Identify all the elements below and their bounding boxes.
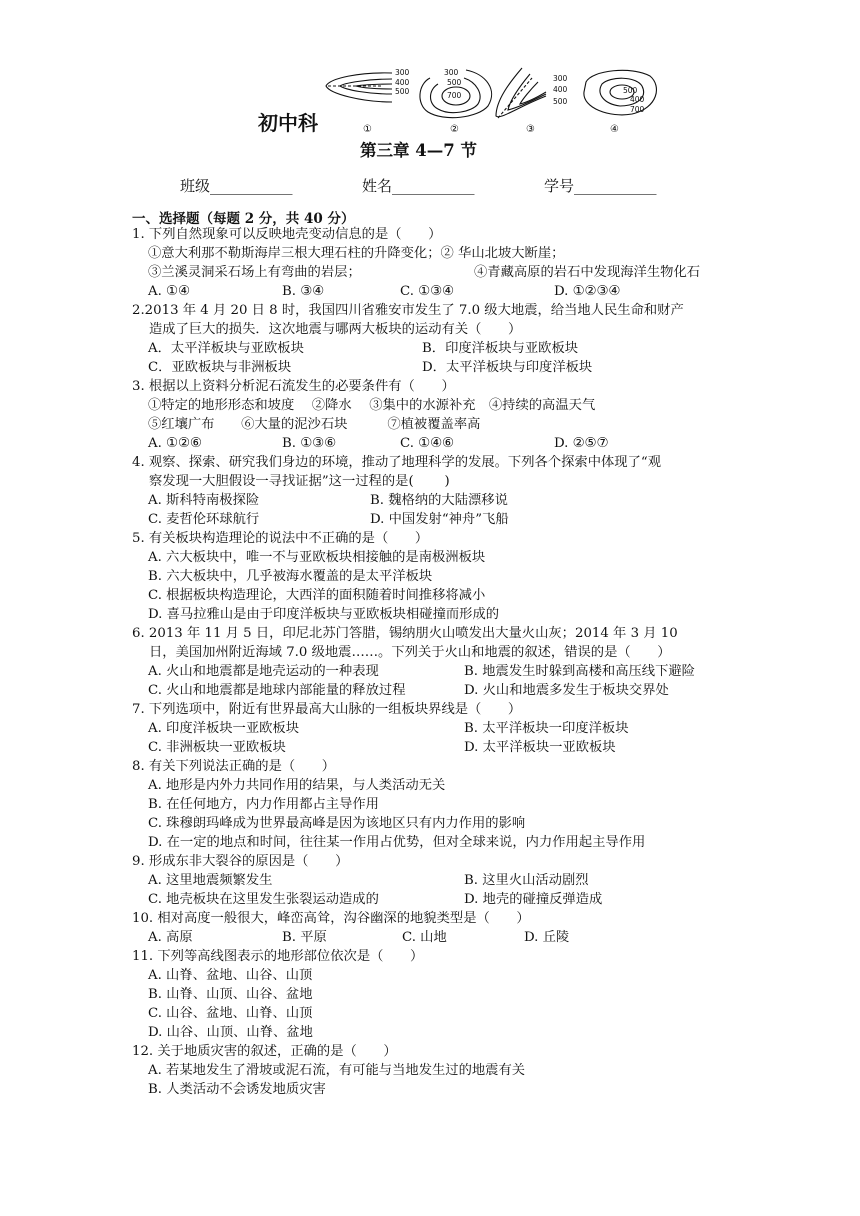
question-line: [132, 738, 742, 757]
option-text: D. 中国发射“神舟”飞船: [370, 512, 509, 527]
question-line: [132, 529, 742, 548]
question-line: [132, 624, 742, 643]
option-text: ④青藏高原的岩石中发现海洋生物化石: [474, 265, 701, 280]
question-line: [132, 757, 742, 776]
question-line: [132, 1004, 742, 1023]
question-line: [132, 548, 742, 567]
question-line: [132, 985, 742, 1004]
line-text: C. 非洲板块一亚欧板块: [148, 740, 286, 755]
line-text: A. 这里地震频繁发生: [148, 873, 273, 888]
option-text: D. 丘陵: [524, 930, 570, 945]
line-text: D. 喜马拉雅山是由于印度洋板块与亚欧板块相碰撞而形成的: [148, 607, 500, 622]
question-line: [132, 700, 742, 719]
contour-map-3-labels: [553, 74, 568, 106]
line-text: 3. 根据以上资料分析泥石流发生的必要条件有（ ）: [132, 379, 455, 394]
svg-text:500: 500: [395, 87, 410, 96]
option-text: D．太平洋板块与印度洋板块: [422, 360, 593, 375]
line-text: B. 在任何地方，内力作用都占主导作用: [148, 797, 379, 812]
contour-map-1-labels: [395, 68, 410, 96]
question-line: [132, 586, 742, 605]
question-line: [132, 434, 742, 453]
line-text: 1. 下列自然现象可以反映地壳变动信息的是（ ）: [132, 227, 442, 242]
line-text: A. 地形是内外力共同作用的结果，与人类活动无关: [148, 778, 446, 793]
question-line: [132, 263, 742, 282]
line-text: 9. 形成东非大裂谷的原因是（ ）: [132, 854, 349, 869]
question-line: [132, 472, 742, 491]
line-text: 造成了巨大的损失．这次地震与哪两大板块的运动有关（ ）: [149, 322, 522, 337]
question-line: [132, 814, 742, 833]
contour-map-4: [584, 70, 657, 115]
line-text: A. ①②⑥: [148, 436, 202, 451]
line-text: 5. 有关板块构造理论的说法中不正确的是（ ）: [132, 531, 429, 546]
question-line: [132, 377, 742, 396]
question-line: [132, 795, 742, 814]
question-line: [132, 415, 742, 434]
question-line: [132, 909, 742, 928]
section-title: 一、选择题（每题 2 分，共 40 分）: [132, 211, 355, 227]
option-text: B. 地震发生时躲到高楼和高压线下避险: [464, 664, 695, 679]
question-list: [132, 225, 742, 1099]
question-line: [132, 320, 742, 339]
question-line: [132, 510, 742, 529]
question-line: [132, 719, 742, 738]
question-line: [132, 225, 742, 244]
question-line: [132, 339, 742, 358]
option-text: D. ①②③④: [554, 284, 621, 299]
line-text: C．亚欧板块与非洲板块: [148, 360, 292, 375]
question-line: [132, 1080, 742, 1099]
line-text: A. 若某地发生了滑坡或泥石流，有可能与当地发生过的地震有关: [148, 1063, 526, 1078]
line-text: 11. 下列等高线图表示的地形部位依次是（ ）: [132, 949, 424, 964]
question-line: [132, 1061, 742, 1080]
svg-text:300: 300: [444, 68, 459, 77]
line-text: A. 高原: [148, 930, 193, 945]
question-line: [132, 947, 742, 966]
question-line: [132, 358, 742, 377]
question-line: [132, 833, 742, 852]
line-text: D. 在一定的地点和时间，往往某一作用占优势，但对全球来说，内力作用起主导作用: [148, 835, 646, 850]
subject-title: 初中科: [258, 111, 318, 135]
question-line: [132, 643, 742, 662]
line-text: 察发现一大胆假设一寻找证据”这一过程的是( ): [149, 474, 450, 489]
option-text: B．印度洋板块与亚欧板块: [422, 341, 579, 356]
line-text: 12. 关于地质灾害的叙述，正确的是（ ）: [132, 1044, 397, 1059]
line-text: A. 斯科特南极探险: [148, 493, 260, 508]
option-text: B. 这里火山活动剧烈: [464, 873, 589, 888]
question-line: [132, 871, 742, 890]
line-text: C. 根据板块构造理论，大西洋的面积随着时间推移将减小: [148, 588, 486, 603]
svg-text:700: 700: [630, 105, 645, 114]
question-line: [132, 244, 742, 263]
question-line: [132, 396, 742, 415]
svg-text:500: 500: [553, 97, 568, 106]
question-line: [132, 966, 742, 985]
line-text: ①特定的地形形态和坡度 ②降水 ③集中的水源补充 ④持续的高温天气: [148, 398, 596, 413]
line-text: ①意大利那不勒斯海岸三根大理石柱的升降变化；② 华山北坡大断崖；: [148, 246, 565, 261]
option-text: B. 太平洋板块一印度洋板块: [464, 721, 629, 736]
question-line: [132, 491, 742, 510]
line-text: ⑤红壤广布 ⑥大量的泥沙石块 ⑦植被覆盖率高: [148, 417, 481, 432]
option-text: C. ①④⑥: [400, 436, 454, 451]
contour-map-2-labels: [444, 68, 462, 100]
option-text: C. 山地: [402, 930, 447, 945]
question-line: [132, 567, 742, 586]
question-line: [132, 605, 742, 624]
contour-map-3-label: ③: [526, 124, 535, 135]
option-text: D. 地壳的碰撞反弹造成: [464, 892, 603, 907]
question-line: [132, 852, 742, 871]
svg-text:300: 300: [553, 74, 568, 83]
svg-text:500: 500: [447, 78, 462, 87]
question-line: [132, 681, 742, 700]
svg-text:400: 400: [553, 85, 568, 94]
contour-map-4-label: ④: [610, 124, 619, 135]
chapter-title: 第三章 4—7 节: [360, 141, 477, 160]
line-text: B. 人类活动不会诱发地质灾害: [148, 1082, 326, 1097]
contour-map-4-labels: [623, 86, 645, 114]
student-id-field: 学号___________: [544, 177, 657, 195]
line-text: A. 山脊、盆地、山谷、山顶: [148, 968, 313, 983]
question-line: [132, 453, 742, 472]
contour-map-1: [326, 73, 392, 102]
line-text: C. 地壳板块在这里发生张裂运动造成的: [148, 892, 379, 907]
question-line: [132, 662, 742, 681]
line-text: 日，美国加州附近海域 7.0 级地震……。下列关于火山和地震的叙述，错误的是（ ）: [149, 645, 671, 660]
line-text: C. 麦哲伦环球航行: [148, 512, 260, 527]
line-text: 6. 2013 年 11 月 5 日，印尼北苏门答腊，锡纳朋火山喷发出大量火山灰；2014 年 3 月 10: [132, 626, 678, 641]
name-field: 姓名___________: [362, 177, 475, 195]
svg-text:400: 400: [395, 78, 410, 87]
line-text: 2.2013 年 4 月 20 日 8 时，我国四川省雅安市发生了 7.0 级大地震，给当地人民生命和财产: [132, 303, 684, 318]
line-text: C. 火山和地震都是地球内部能量的释放过程: [148, 683, 406, 698]
option-text: D. 太平洋板块一亚欧板块: [464, 740, 616, 755]
line-text: B. 六大板块中，几乎被海水覆盖的是太平洋板块: [148, 569, 433, 584]
svg-text:300: 300: [395, 68, 410, 77]
question-line: [132, 776, 742, 795]
svg-text:400: 400: [630, 95, 645, 104]
line-text: 10. 相对高度一般很大，峰峦高耸，沟谷幽深的地貌类型是（ ）: [132, 911, 530, 926]
question-line: [132, 1023, 742, 1042]
option-text: D. ②⑤⑦: [554, 436, 609, 451]
line-text: B. 山脊、山顶、山谷、盆地: [148, 987, 313, 1002]
class-field: 班级___________: [180, 177, 293, 195]
option-text: B. 平原: [282, 930, 327, 945]
option-text: B. 魏格纳的大陆漂移说: [370, 493, 508, 508]
option-text: B. ①③⑥: [282, 436, 336, 451]
line-text: 4. 观察、探索、研究我们身边的环境，推动了地理科学的发展。下列各个探索中体现了“观: [132, 455, 661, 470]
line-text: A. 火山和地震都是地壳运动的一种表现: [148, 664, 379, 679]
line-text: A. ①④: [148, 284, 190, 299]
question-line: [132, 890, 742, 909]
question-line: [132, 301, 742, 320]
svg-text:700: 700: [447, 91, 462, 100]
contour-map-3: [496, 68, 546, 118]
svg-text:500: 500: [623, 86, 638, 95]
line-text: 8. 有关下列说法正确的是（ ）: [132, 759, 336, 774]
contour-map-2-label: ②: [450, 124, 459, 135]
line-text: A. 印度洋板块一亚欧板块: [148, 721, 300, 736]
line-text: A. 六大板块中，唯一不与亚欧板块相接触的是南极洲板块: [148, 550, 486, 565]
option-text: B. ③④: [282, 284, 325, 299]
line-text: A．太平洋板块与亚欧板块: [148, 341, 304, 356]
question-line: [132, 282, 742, 301]
question-line: [132, 1042, 742, 1061]
line-text: ③兰溪灵洞采石场上有弯曲的岩层；: [148, 265, 361, 280]
line-text: C. 山谷、盆地、山脊、山顶: [148, 1006, 313, 1021]
option-text: D. 火山和地震多发生于板块交界处: [464, 683, 669, 698]
option-text: C. ①③④: [400, 284, 454, 299]
line-text: 7. 下列选项中，附近有世界最高大山脉的一组板块界线是（ ）: [132, 702, 522, 717]
contour-map-1-label: ①: [363, 124, 372, 135]
question-line: [132, 928, 742, 947]
line-text: C. 珠穆朗玛峰成为世界最高峰是因为该地区只有内力作用的影响: [148, 816, 526, 831]
line-text: D. 山谷、山顶、山脊、盆地: [148, 1025, 313, 1040]
contour-maps-figure: [320, 64, 670, 136]
